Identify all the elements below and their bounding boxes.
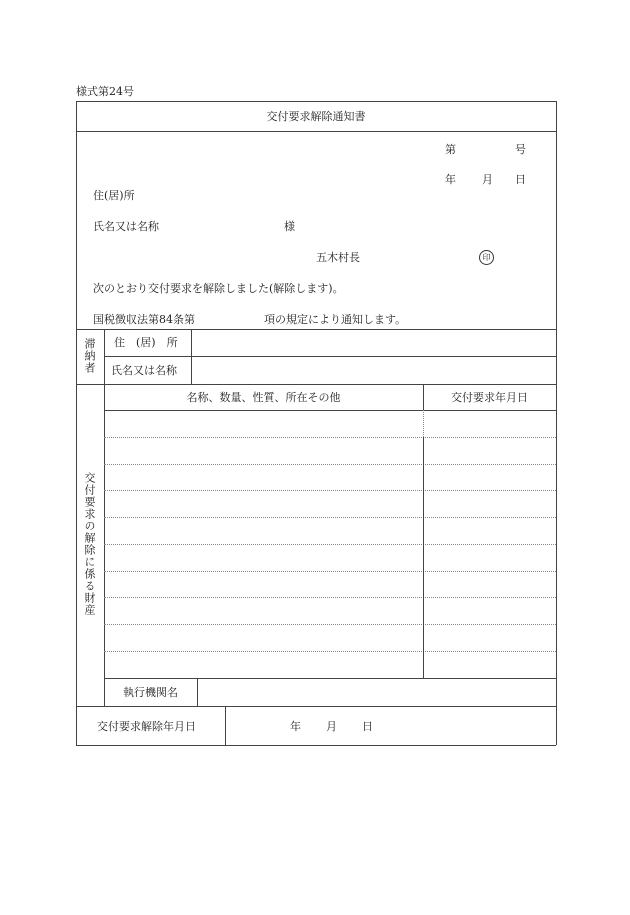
law-text-right: 項の規定により通知します。 xyxy=(264,313,407,326)
property-row-line xyxy=(104,544,556,545)
frame-bottom xyxy=(76,745,556,746)
law-text-left: 国税徴収法第84条第 xyxy=(93,313,195,326)
date-year: 年 xyxy=(445,173,456,186)
property-row-line xyxy=(104,517,556,518)
agency-top-line xyxy=(104,678,556,679)
date-month: 月 xyxy=(482,173,493,186)
release-day: 日 xyxy=(362,720,373,733)
taxpayer-section-label: 滞納者 xyxy=(83,338,96,374)
taxpayer-name-label: 氏名又は名称 xyxy=(111,364,177,377)
property-col-date: 交付要求年月日 xyxy=(451,391,528,404)
seal-mark: 印 xyxy=(479,250,494,265)
date-day: 日 xyxy=(515,173,526,186)
property-row-line xyxy=(104,571,556,572)
frame-top xyxy=(76,101,556,102)
body-text: 次のとおり交付要求を解除しました(解除します)。 xyxy=(93,282,344,295)
property-top-line xyxy=(76,384,556,385)
release-year: 年 xyxy=(290,720,301,733)
property-row-line xyxy=(104,464,556,465)
release-label-divider xyxy=(225,706,226,745)
addressee-name-label: 氏名又は名称 xyxy=(93,220,159,233)
addressee-address-label: 住(居)所 xyxy=(93,189,135,202)
title-divider xyxy=(76,131,556,132)
issuer-name: 五木村長 xyxy=(316,251,360,264)
doc-number-suffix: 号 xyxy=(515,143,526,156)
property-section-label: 交付要求の解除に係る財産 xyxy=(83,472,96,616)
agency-label-divider xyxy=(197,678,198,706)
release-date-label: 交付要求解除年月日 xyxy=(97,720,196,733)
release-top-line xyxy=(76,706,556,707)
taxpayer-address-label: 住 (居) 所 xyxy=(114,336,178,349)
property-row-line xyxy=(104,490,556,491)
frame-left xyxy=(76,101,77,745)
taxpayer-top-line xyxy=(76,329,556,330)
agency-label: 執行機関名 xyxy=(123,686,178,699)
form-number: 様式第24号 xyxy=(76,85,134,98)
taxpayer-mid-line xyxy=(104,356,556,357)
property-col-divider-dotted xyxy=(423,410,424,437)
property-header-line xyxy=(104,410,556,411)
property-col-description: 名称、数量、性質、所在その他 xyxy=(186,391,341,404)
property-row-line xyxy=(104,624,556,625)
document-title: 交付要求解除通知書 xyxy=(266,110,366,123)
property-row-line xyxy=(104,597,556,598)
honorific: 様 xyxy=(284,220,295,233)
property-row-line xyxy=(104,651,556,652)
property-col-divider xyxy=(423,437,424,678)
frame-right xyxy=(556,101,557,745)
property-row-line xyxy=(104,437,556,438)
doc-number-prefix: 第 xyxy=(445,143,456,156)
release-month: 月 xyxy=(326,720,337,733)
